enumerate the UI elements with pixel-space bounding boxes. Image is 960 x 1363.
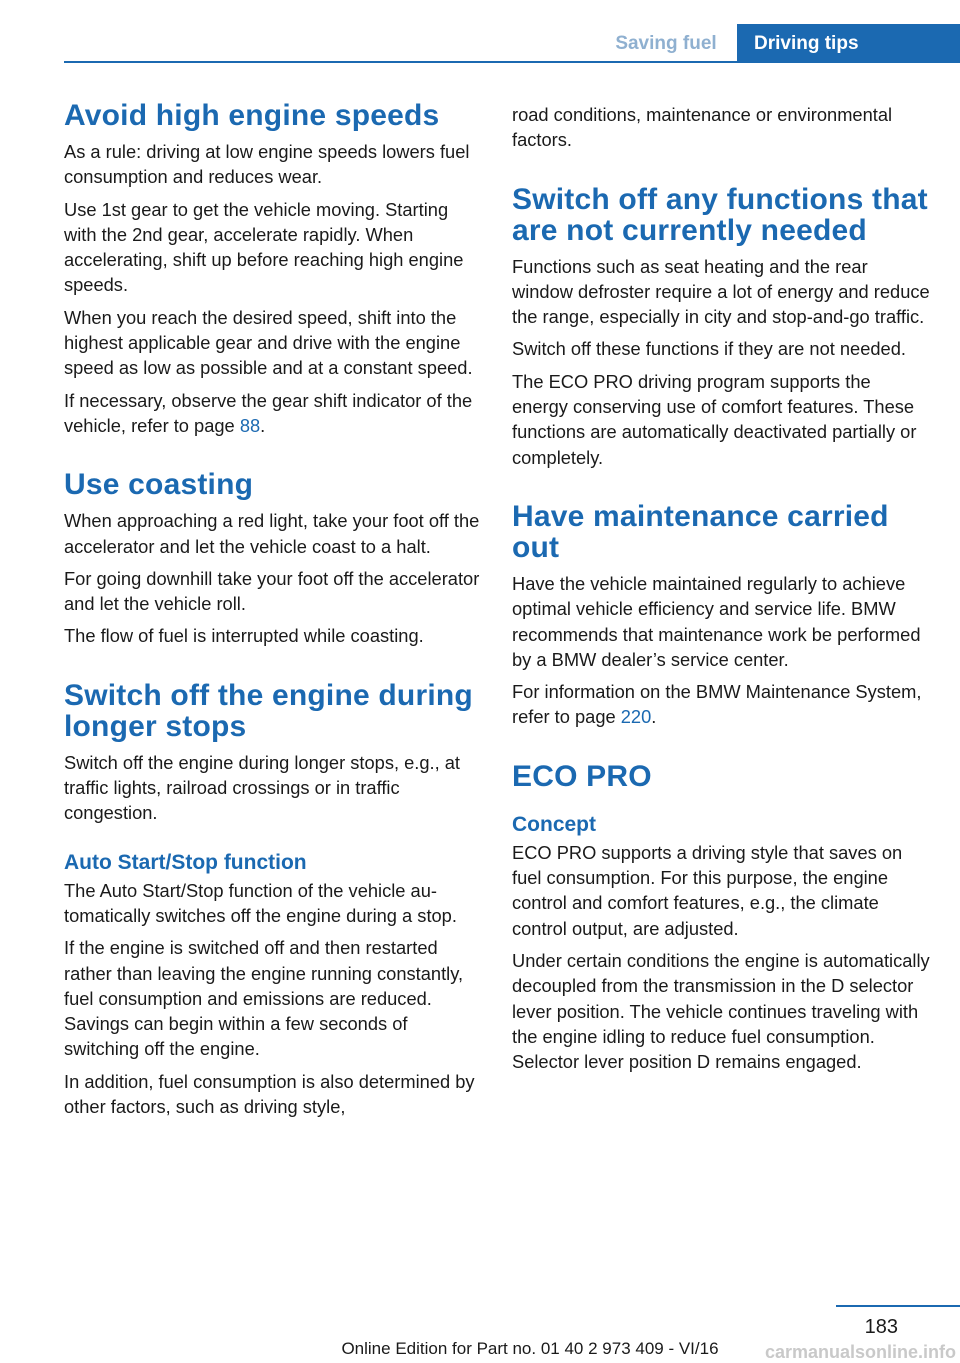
paragraph: When approaching a red light, take your foot off the accelerator and let the vehicle coast to a halt. (64, 510, 480, 557)
paragraph: The flow of fuel is interrupted while coasting. (64, 625, 424, 647)
heading-have-maintenance: Have maintenance carried out (512, 499, 889, 564)
heading-eco-pro: ECO PRO (512, 759, 652, 793)
page-link-220[interactable]: 220 (620, 706, 652, 728)
paragraph-with-page-ref (64, 388, 482, 439)
chapter-tab-driving-tips[interactable]: Driving tips (737, 24, 960, 63)
paragraph-with-page-ref (512, 679, 930, 730)
paragraph: Functions such as seat heating and the rear window defroster require a lot of energy and reduce the range, especially in city and stop-and-go traffic. (512, 255, 930, 328)
header-rule (64, 61, 960, 63)
paragraph: In addition, fuel consumption is also determined by other factors, such as driving style, (64, 1070, 475, 1118)
heading-switch-off-engine: Switch off the engine during longer stops (64, 678, 473, 743)
subheading-auto-start-stop: Auto Start/Stop function (64, 850, 307, 874)
text: . (260, 414, 266, 436)
section-tab-saving-fuel[interactable]: Saving fuel (615, 32, 717, 54)
paragraph: When you reach the desired speed, shift into the highest applicable gear and drive with the engine speed as low as possible and at a constant speed. (64, 306, 473, 379)
subheading-concept: Concept (512, 812, 596, 836)
paragraph: Have the vehicle maintained regularly to achieve optimal vehicle efficiency and service life. BMW recommends that maintenance work be performed by a BMW dealer’s service center. (512, 572, 921, 670)
heading-avoid-high-engine-speeds: Avoid high engine speeds (64, 99, 440, 132)
page-number: 183 (864, 1316, 898, 1338)
paragraph: For going downhill take your foot off the accelerator and let the vehicle roll. (64, 567, 480, 615)
paragraph: ECO PRO supports a driving style that saves on fuel consumption. For this purpose, the engine control and comfort features, e.g., the climate control output, are adjusted. (512, 841, 903, 939)
text: If necessary, observe the gear shift indicator of the vehicle, refer to page (64, 389, 473, 436)
paragraph-continued: road conditions, maintenance or environmental factors. (512, 104, 893, 151)
heading-switch-off-functions: Switch off any functions that are not currently needed (512, 182, 928, 247)
footer-rule (836, 1305, 960, 1307)
edition-note: Online Edition for Part no. 01 40 2 973 409 - VI/16 (341, 1339, 719, 1358)
paragraph: If the engine is switched off and then restarted rather than leaving the engine running constantly, fuel consumption and emissions are reduced. Savings can begin within a few seconds of switching off the engine. (64, 937, 464, 1060)
left-column (64, 100, 482, 1126)
heading-use-coasting: Use coasting (64, 468, 254, 502)
text: . (651, 706, 657, 728)
paragraph: Use 1st gear to get the vehicle moving. Starting with the 2nd gear, accelerate rapidly. When accelerating, shift up before reaching high engine speeds. (64, 198, 464, 296)
paragraph: As a rule: driving at low engine speeds lowers fuel consumption and reduces wear. (64, 141, 470, 188)
right-column (512, 102, 930, 1081)
paragraph: Under certain conditions the engine is automatically decoupled from the transmission in the D selector lever position. The vehicle continues traveling with the engine idling to reduce fuel consumption. Selector lever position D remains engaged. (512, 949, 930, 1073)
paragraph: The ECO PRO driving program supports the energy conserving use of comfort features. These functions are automatically deactivated partially or completely. (512, 370, 917, 468)
page-link-88[interactable]: 88 (239, 414, 261, 436)
paragraph: Switch off these functions if they are not needed. (512, 338, 906, 360)
paragraph: The Auto Start/Stop function of the vehicle automatically switches off the engine during a stop. (64, 879, 457, 926)
paragraph: Switch off the engine during longer stops, e.g., at traffic lights, railroad crossings or in traffic congestion. (64, 751, 461, 824)
watermark: carmanualsonline.info (764, 1342, 956, 1362)
text: For information on the BMW Maintenance System, refer to page (512, 681, 922, 728)
